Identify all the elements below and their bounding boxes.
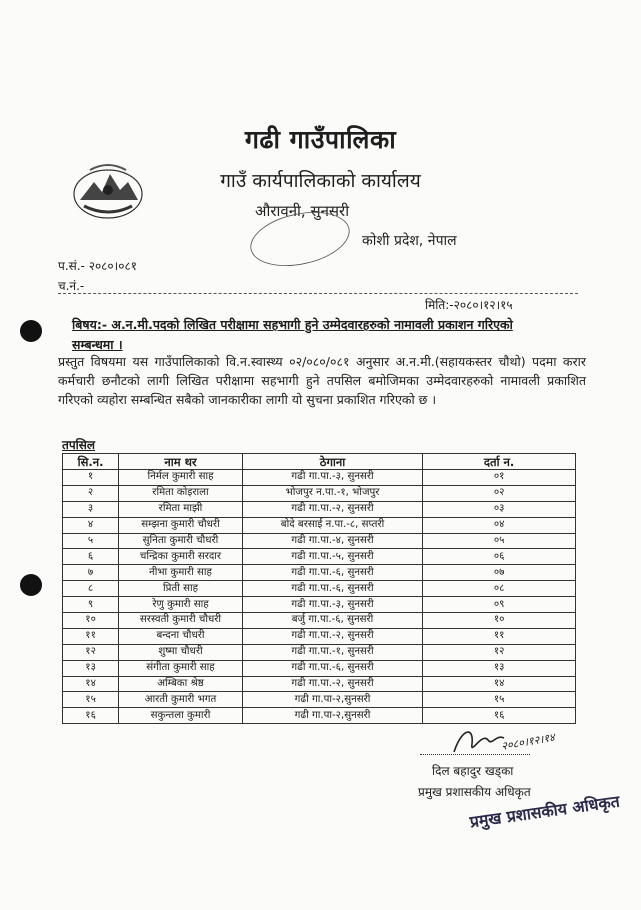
cell-name: अम्बिका श्रेष्ठ xyxy=(119,676,243,692)
cell-name: प्रिती साह xyxy=(119,581,243,597)
candidate-table xyxy=(62,453,576,724)
table-row xyxy=(63,565,576,581)
cell-name: सुनिता कुमारी चौधरी xyxy=(119,533,243,549)
cell-address: गढी गा.पा.-३, सुनसरी xyxy=(242,470,422,486)
cell-serial: १६ xyxy=(63,708,119,724)
dispatch-number: च.नं.- xyxy=(58,279,85,293)
cell-address: गढी गा.पा.-२, सुनसरी xyxy=(242,676,422,692)
cell-registration: ०८ xyxy=(423,581,576,597)
cell-address: बोदे बरसाई न.पा.-८, सप्तरी xyxy=(242,517,422,533)
table-row xyxy=(63,628,576,644)
table-caption: तपसिल xyxy=(62,438,96,452)
subject-line: बिषय:- अ.न.मी.पदको लिखित परीक्षामा सहभागी हुने उम्मेदवारहरुको नामावली प्रकाशन गरिएको सम्बन्धमा । xyxy=(72,317,513,352)
cell-name: आरती कुमारी भगत xyxy=(119,692,243,708)
cell-name: रेणु कुमारी साह xyxy=(119,597,243,613)
cell-serial: ३ xyxy=(63,501,119,517)
office-name: गाउँ कार्यपालिकाको कार्यालय xyxy=(220,170,421,192)
cell-serial: ७ xyxy=(63,565,119,581)
table-row xyxy=(63,501,576,517)
signer-name: दिल बहादुर खड्का xyxy=(432,764,514,778)
cell-registration: ०५ xyxy=(423,533,576,549)
office-province: कोशी प्रदेश, नेपाल xyxy=(362,233,457,249)
cell-address: बर्जु गा.पा.-६, सुनसरी xyxy=(242,613,422,629)
cell-serial: ४ xyxy=(63,517,119,533)
cell-address: भोजपुर न.पा.-१, भोजपुर xyxy=(242,485,422,501)
cell-registration: १५ xyxy=(423,692,576,708)
cell-address: गढी गा.पा.-५, सुनसरी xyxy=(242,549,422,565)
cell-serial: १३ xyxy=(63,660,119,676)
cell-serial: ६ xyxy=(63,549,119,565)
punch-hole-top xyxy=(20,320,42,342)
cell-name: रमिता माझी xyxy=(119,501,243,517)
designation-seal: प्रमुख प्रशासकीय अधिकृत xyxy=(468,791,621,832)
letter-number: प.सं.- २०८०।०८१ xyxy=(58,259,137,273)
body-paragraph: प्रस्तुत विषयमा यस गाउँपालिकाको वि.न.स्वास्थ्य ०२/०८०/०८१ अनुसार अ.न.मी.(सहायकस्तर चौथो) पदमा करार कर्मचारी छनौटको लागी लिखित परीक्षामा सहभागी हुने तपसिल बमोजिमका उम्मेदवारहरुको नामावली प्रकाशित गरिएको व्यहोरा सम्बन्धित सबैको जानकारीका लागी यो सुचना प्रकाशित गरिएको छ । xyxy=(58,354,586,407)
cell-address: गढी गा.पा-२,सुनसरी xyxy=(242,708,422,724)
svg-text:२०८०।१२।१४: २०८०।१२।१४ xyxy=(500,730,556,753)
cell-registration: ०७ xyxy=(423,565,576,581)
table-row xyxy=(63,581,576,597)
office-address: औरावनी, सुनसरी xyxy=(255,202,350,220)
signature-line xyxy=(420,754,530,755)
org-name: गढी गाउँपालिका xyxy=(244,125,397,154)
cell-name: नीभा कुमारी साह xyxy=(119,565,243,581)
cell-registration: ०२ xyxy=(423,485,576,501)
cell-registration: १६ xyxy=(423,708,576,724)
table-row xyxy=(63,470,576,486)
cell-address: गढी गा.पा-२,सुनसरी xyxy=(242,692,422,708)
cell-serial: १२ xyxy=(63,644,119,660)
table-row xyxy=(63,485,576,501)
cell-address: गढी गा.पा.-४, सुनसरी xyxy=(242,533,422,549)
handwritten-signature xyxy=(448,722,588,762)
cell-serial: १ xyxy=(63,470,119,486)
cell-serial: २ xyxy=(63,485,119,501)
table-row xyxy=(63,533,576,549)
cell-serial: १४ xyxy=(63,676,119,692)
cell-name: रमिता कोइराला xyxy=(119,485,243,501)
cell-address: गढी गा.पा.-३, सुनसरी xyxy=(242,597,422,613)
cell-serial: ५ xyxy=(63,533,119,549)
cell-address: गढी गा.पा.-२, सुनसरी xyxy=(242,501,422,517)
cell-registration: ०९ xyxy=(423,597,576,613)
cell-address: गढी गा.पा.-६, सुनसरी xyxy=(242,565,422,581)
signer-title: प्रमुख प्रशासकीय अधिकृत xyxy=(418,785,531,799)
table-header-row xyxy=(63,454,576,470)
cell-name: सम्झना कुमारी चौधरी xyxy=(119,517,243,533)
header-address: ठेगाना xyxy=(242,454,422,470)
cell-registration: ०३ xyxy=(423,501,576,517)
cell-name: संगीता कुमारी साह xyxy=(119,660,243,676)
cell-serial: ९ xyxy=(63,597,119,613)
cell-serial: १५ xyxy=(63,692,119,708)
cell-name: निर्मल कुमारी साह xyxy=(119,470,243,486)
cell-name: सकुन्तला कुमारी xyxy=(119,708,243,724)
table-row xyxy=(63,692,576,708)
office-stamp xyxy=(245,208,355,270)
header-divider xyxy=(58,293,578,294)
header-registration: दर्ता न. xyxy=(423,454,576,470)
cell-address: गढी गा.पा.-१, सुनसरी xyxy=(242,644,422,660)
header-serial: सि.न. xyxy=(63,454,119,470)
cell-address: गढी गा.पा.-६, सुनसरी xyxy=(242,660,422,676)
letter-date: मिति:-२०८०।१२।१५ xyxy=(425,298,513,312)
cell-registration: ११ xyxy=(423,628,576,644)
cell-registration: ०६ xyxy=(423,549,576,565)
table-row xyxy=(63,597,576,613)
header-name: नाम थर xyxy=(119,454,243,470)
table-body xyxy=(63,470,576,724)
cell-registration: १२ xyxy=(423,644,576,660)
cell-address: गढी गा.पा.-२, सुनसरी xyxy=(242,628,422,644)
cell-serial: १० xyxy=(63,613,119,629)
cell-name: शुष्मा चौधरी xyxy=(119,644,243,660)
cell-name: सरस्वती कुमारी चौधरी xyxy=(119,613,243,629)
cell-address: गढी गा.पा.-६, सुनसरी xyxy=(242,581,422,597)
cell-serial: ८ xyxy=(63,581,119,597)
table-row xyxy=(63,517,576,533)
cell-registration: ०४ xyxy=(423,517,576,533)
cell-serial: ११ xyxy=(63,628,119,644)
cell-registration: १० xyxy=(423,613,576,629)
table-row xyxy=(63,644,576,660)
table-row xyxy=(63,549,576,565)
table-row xyxy=(63,676,576,692)
table-row xyxy=(63,613,576,629)
punch-hole-bottom xyxy=(20,574,42,596)
cell-name: चन्द्रिका कुमारी सरदार xyxy=(119,549,243,565)
cell-registration: ०१ xyxy=(423,470,576,486)
cell-registration: १३ xyxy=(423,660,576,676)
cell-name: बन्दना चौधरी xyxy=(119,628,243,644)
cell-registration: १४ xyxy=(423,676,576,692)
table-row xyxy=(63,660,576,676)
